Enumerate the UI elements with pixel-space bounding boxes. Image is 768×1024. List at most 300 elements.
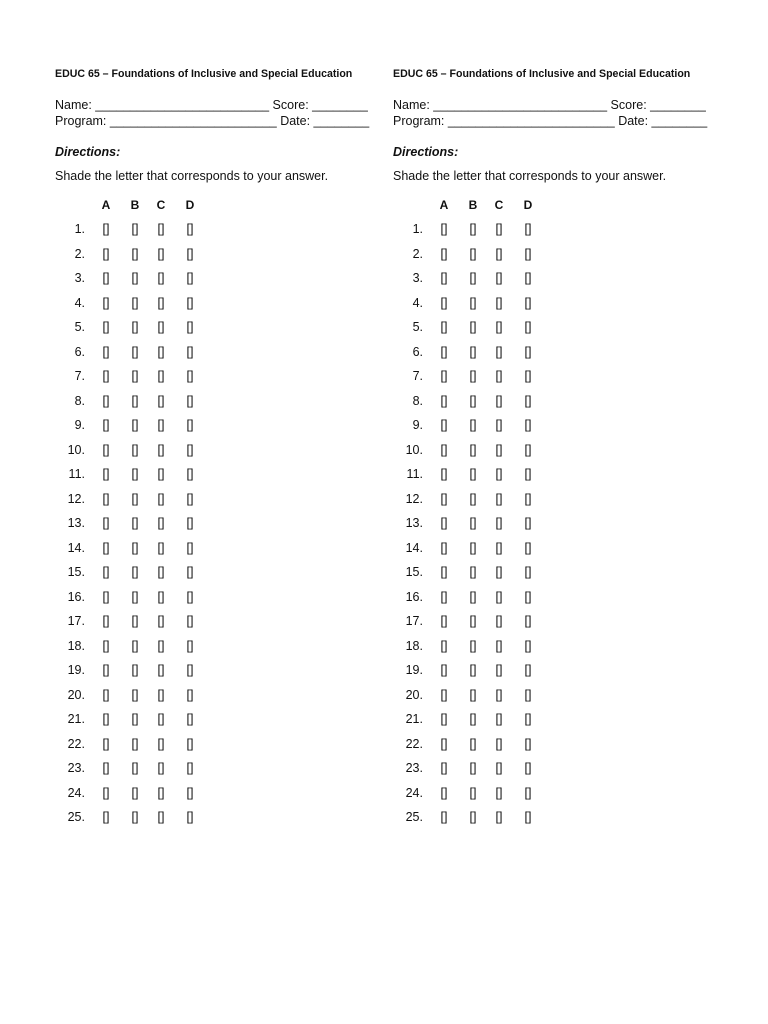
question-row — [393, 369, 653, 385]
answer-bubble-a[interactable]: [] — [440, 540, 448, 555]
answer-bubble-c[interactable]: [] — [157, 418, 165, 432]
answer-bubble-d[interactable]: [] — [524, 344, 532, 359]
answer-bubble-b[interactable]: [] — [131, 663, 139, 677]
answer-bubble-b[interactable]: [] — [131, 344, 139, 359]
answer-bubble-d[interactable]: [] — [524, 565, 532, 579]
answer-bubble-c[interactable]: [] — [495, 785, 503, 800]
answer-bubble-a[interactable]: [] — [102, 442, 110, 457]
answer-bubble-d[interactable]: [] — [186, 736, 194, 751]
question-number: 5. — [74, 320, 85, 334]
answer-bubble-b[interactable]: [] — [131, 687, 139, 702]
answer-bubble-d[interactable]: [] — [186, 712, 194, 726]
answer-bubble-a[interactable]: [] — [440, 663, 448, 677]
instruction-text: Shade the letter that corresponds to your answer. — [393, 169, 667, 183]
answer-bubble-d[interactable]: [] — [524, 271, 532, 285]
answer-bubble-c[interactable]: [] — [157, 736, 165, 751]
question-number: 23. — [67, 761, 85, 775]
question-number: 15. — [67, 565, 85, 579]
question-number: 10. — [405, 442, 423, 457]
answer-bubble-a[interactable]: [] — [440, 565, 448, 579]
answer-bubble-a[interactable]: [] — [440, 810, 448, 824]
question-number: 16. — [405, 589, 423, 604]
answer-bubble-a[interactable]: [] — [102, 540, 110, 555]
question-number: 9. — [74, 418, 85, 432]
answer-bubble-c[interactable]: [] — [495, 369, 503, 383]
question-row — [55, 296, 315, 312]
question-number: 10. — [67, 442, 85, 457]
answer-bubble-c[interactable]: [] — [157, 295, 165, 310]
answer-bubble-d[interactable]: [] — [524, 540, 532, 555]
question-number: 19. — [67, 663, 85, 677]
student-fields — [55, 97, 385, 129]
answer-bubble-a[interactable]: [] — [102, 565, 110, 579]
question-number: 3. — [74, 271, 85, 285]
answer-bubble-d[interactable]: [] — [186, 320, 194, 334]
answer-bubble-b[interactable]: [] — [131, 712, 139, 726]
answer-bubble-b[interactable]: [] — [131, 393, 139, 408]
answer-bubble-b[interactable]: [] — [131, 761, 139, 775]
answer-bubble-d[interactable]: [] — [524, 295, 532, 310]
question-number: 11. — [406, 467, 423, 481]
question-number: 21. — [67, 712, 85, 726]
question-row — [55, 786, 315, 802]
answer-bubble-a[interactable]: [] — [440, 761, 448, 775]
answer-bubble-c[interactable]: [] — [495, 222, 503, 236]
question-row — [55, 320, 315, 336]
question-row — [393, 712, 653, 728]
answer-bubble-c[interactable]: [] — [157, 442, 165, 457]
answer-bubble-d[interactable]: [] — [524, 467, 532, 481]
question-row — [393, 541, 653, 557]
question-row — [55, 565, 315, 581]
answer-bubble-d[interactable]: [] — [186, 393, 194, 408]
answer-bubble-d[interactable]: [] — [186, 785, 194, 800]
answer-bubble-c[interactable]: [] — [157, 638, 165, 653]
answer-bubble-c[interactable]: [] — [495, 344, 503, 359]
answer-bubble-a[interactable]: [] — [102, 589, 110, 604]
question-row — [393, 639, 653, 655]
answer-bubble-a[interactable]: [] — [102, 614, 110, 628]
answer-bubble-b[interactable]: [] — [131, 614, 139, 628]
answer-bubble-a[interactable]: [] — [102, 736, 110, 751]
answer-bubble-c[interactable]: [] — [157, 785, 165, 800]
question-row — [55, 810, 315, 826]
answer-bubble-d[interactable]: [] — [186, 222, 194, 236]
answer-bubble-b[interactable]: [] — [469, 467, 477, 481]
question-number: 19. — [405, 663, 423, 677]
question-number: 6. — [74, 344, 85, 359]
answer-bubble-d[interactable]: [] — [186, 271, 194, 285]
answer-bubble-c[interactable]: [] — [495, 393, 503, 408]
answer-bubble-c[interactable]: [] — [157, 344, 165, 359]
answer-bubble-b[interactable]: [] — [469, 369, 477, 383]
answer-bubble-d[interactable]: [] — [186, 491, 194, 506]
question-row — [393, 688, 653, 704]
answer-bubble-c[interactable]: [] — [495, 295, 503, 310]
question-row — [393, 345, 653, 361]
answer-bubble-b[interactable]: [] — [131, 785, 139, 800]
question-row — [393, 492, 653, 508]
answer-bubble-b[interactable]: [] — [469, 663, 477, 677]
question-number: 17. — [405, 614, 423, 628]
question-row — [55, 590, 315, 606]
answer-bubble-d[interactable]: [] — [524, 785, 532, 800]
answer-bubble-a[interactable]: [] — [102, 761, 110, 775]
answer-bubble-b[interactable]: [] — [469, 516, 477, 530]
answer-bubble-a[interactable]: [] — [102, 785, 110, 800]
answer-bubble-a[interactable]: [] — [440, 736, 448, 751]
answer-bubble-a[interactable]: [] — [440, 222, 448, 236]
question-number: 2. — [74, 246, 85, 261]
question-number: 8. — [412, 393, 423, 408]
answer-bubble-b[interactable]: [] — [469, 540, 477, 555]
question-number: 4. — [74, 295, 85, 310]
question-row — [393, 320, 653, 336]
answer-bubble-d[interactable]: [] — [186, 467, 194, 481]
answer-bubble-b[interactable]: [] — [469, 222, 477, 236]
answer-bubble-d[interactable]: [] — [186, 761, 194, 775]
question-row — [393, 467, 653, 483]
answer-bubble-d[interactable]: [] — [186, 246, 194, 261]
program-date-line[interactable]: Program: ________________________ Date: ________ — [55, 114, 370, 128]
answer-bubble-b[interactable]: [] — [131, 418, 139, 432]
answer-bubble-a[interactable]: [] — [440, 418, 448, 432]
answer-bubble-c[interactable]: [] — [157, 565, 165, 579]
answer-bubble-b[interactable]: [] — [469, 271, 477, 285]
answer-bubble-d[interactable]: [] — [186, 516, 194, 530]
answer-bubble-c[interactable]: [] — [495, 736, 503, 751]
answer-bubble-b[interactable]: [] — [469, 418, 477, 432]
answer-bubble-c[interactable]: [] — [157, 393, 165, 408]
answer-bubble-a[interactable]: [] — [102, 687, 110, 702]
question-number: 8. — [74, 393, 85, 408]
answer-bubble-b[interactable]: [] — [469, 810, 477, 824]
answer-bubble-b[interactable]: [] — [131, 222, 139, 236]
answer-bubble-b[interactable]: [] — [131, 320, 139, 334]
answer-bubble-c[interactable]: [] — [495, 810, 503, 824]
answer-bubble-a[interactable]: [] — [440, 442, 448, 457]
answer-bubble-c[interactable]: [] — [495, 712, 503, 726]
question-row — [393, 443, 653, 459]
question-row — [393, 663, 653, 679]
question-row — [55, 614, 315, 630]
question-number: 20. — [405, 687, 423, 702]
answer-bubble-a[interactable]: [] — [102, 516, 110, 530]
answer-bubble-b[interactable]: [] — [469, 761, 477, 775]
question-number: 25. — [67, 810, 85, 824]
answer-bubble-c[interactable]: [] — [157, 589, 165, 604]
answer-bubble-c[interactable]: [] — [495, 271, 503, 285]
answer-bubble-d[interactable]: [] — [524, 761, 532, 775]
answer-bubble-c[interactable]: [] — [495, 246, 503, 261]
question-row — [55, 663, 315, 679]
answer-bubble-c[interactable]: [] — [495, 491, 503, 506]
answer-bubble-a[interactable]: [] — [440, 320, 448, 334]
answer-bubble-a[interactable]: [] — [102, 810, 110, 824]
question-number: 13. — [67, 516, 85, 530]
directions-label: Directions: — [55, 145, 121, 159]
question-row — [393, 247, 653, 263]
question-number: 22. — [405, 736, 423, 751]
answer-bubble-a[interactable]: [] — [102, 320, 110, 334]
question-row — [55, 737, 315, 753]
answer-bubble-d[interactable]: [] — [186, 418, 194, 432]
answer-bubble-a[interactable]: [] — [102, 467, 110, 481]
question-row — [393, 590, 653, 606]
question-number: 15. — [405, 565, 423, 579]
course-title: EDUC 65 – Foundations of Inclusive and Special Education — [393, 68, 691, 80]
answer-bubble-d[interactable]: [] — [524, 418, 532, 432]
question-number: 20. — [67, 687, 85, 702]
answer-bubble-c[interactable]: [] — [157, 369, 165, 383]
answer-bubble-b[interactable]: [] — [131, 638, 139, 653]
answer-bubble-b[interactable]: [] — [131, 271, 139, 285]
question-number: 17. — [67, 614, 85, 628]
answer-bubble-c[interactable]: [] — [495, 540, 503, 555]
answer-bubble-d[interactable]: [] — [186, 810, 194, 824]
question-row — [393, 761, 653, 777]
directions-label: Directions: — [393, 145, 459, 159]
answer-bubble-b[interactable]: [] — [131, 516, 139, 530]
answer-bubble-a[interactable]: [] — [440, 246, 448, 261]
answer-bubble-a[interactable]: [] — [102, 369, 110, 383]
answer-bubble-d[interactable]: [] — [524, 589, 532, 604]
answer-bubble-d[interactable]: [] — [524, 320, 532, 334]
question-row — [393, 296, 653, 312]
question-number: 14. — [67, 540, 85, 555]
answer-bubble-c[interactable]: [] — [495, 442, 503, 457]
answer-bubble-c[interactable]: [] — [495, 761, 503, 775]
answer-bubble-d[interactable]: [] — [524, 516, 532, 530]
answer-bubble-a[interactable]: [] — [440, 344, 448, 359]
answer-bubble-b[interactable]: [] — [469, 442, 477, 457]
question-row — [393, 614, 653, 630]
answer-bubble-c[interactable]: [] — [157, 491, 165, 506]
question-number: 7. — [412, 369, 423, 383]
answer-bubble-d[interactable]: [] — [524, 663, 532, 677]
question-number: 22. — [67, 736, 85, 751]
name-score-line[interactable]: Name: _________________________ Score: ________ — [55, 98, 368, 112]
answer-bubble-a[interactable]: [] — [440, 687, 448, 702]
answer-bubble-a[interactable]: [] — [440, 712, 448, 726]
answer-bubble-d[interactable]: [] — [524, 614, 532, 628]
question-row — [55, 516, 315, 532]
option-header-c: C — [494, 198, 504, 212]
answer-bubble-a[interactable]: [] — [440, 589, 448, 604]
answer-bubble-b[interactable]: [] — [131, 736, 139, 751]
answer-bubble-d[interactable]: [] — [186, 442, 194, 457]
answer-bubble-d[interactable]: [] — [186, 638, 194, 653]
answer-bubble-d[interactable]: [] — [186, 344, 194, 359]
question-row — [55, 712, 315, 728]
answer-bubble-b[interactable]: [] — [131, 491, 139, 506]
option-header-a: A — [439, 198, 449, 212]
answer-bubble-c[interactable]: [] — [157, 761, 165, 775]
answer-grid — [55, 198, 385, 838]
answer-bubble-c[interactable]: [] — [157, 663, 165, 677]
answer-bubble-b[interactable]: [] — [131, 810, 139, 824]
question-row — [393, 418, 653, 434]
answer-bubble-c[interactable]: [] — [157, 687, 165, 702]
answer-bubble-c[interactable]: [] — [157, 271, 165, 285]
answer-bubble-b[interactable]: [] — [469, 491, 477, 506]
answer-bubble-d[interactable]: [] — [186, 687, 194, 702]
answer-bubble-a[interactable]: [] — [440, 393, 448, 408]
answer-bubble-c[interactable]: [] — [495, 589, 503, 604]
answer-bubble-a[interactable]: [] — [440, 491, 448, 506]
answer-bubble-a[interactable]: [] — [440, 467, 448, 481]
answer-bubble-b[interactable]: [] — [469, 589, 477, 604]
course-title: EDUC 65 – Foundations of Inclusive and Special Education — [55, 68, 353, 80]
answer-bubble-a[interactable]: [] — [102, 393, 110, 408]
answer-bubble-d[interactable]: [] — [186, 589, 194, 604]
answer-bubble-a[interactable]: [] — [102, 222, 110, 236]
answer-bubble-a[interactable]: [] — [440, 614, 448, 628]
question-row — [393, 737, 653, 753]
answer-bubble-b[interactable]: [] — [469, 614, 477, 628]
name-score-line[interactable]: Name: _________________________ Score: ________ — [393, 98, 706, 112]
answer-bubble-d[interactable]: [] — [524, 712, 532, 726]
answer-bubble-c[interactable]: [] — [157, 540, 165, 555]
option-header-a: A — [101, 198, 111, 212]
answer-bubble-a[interactable]: [] — [440, 271, 448, 285]
answer-bubble-b[interactable]: [] — [469, 565, 477, 579]
answer-bubble-c[interactable]: [] — [157, 614, 165, 628]
answer-bubble-b[interactable]: [] — [131, 369, 139, 383]
answer-bubble-b[interactable]: [] — [469, 320, 477, 334]
question-row — [55, 394, 315, 410]
answer-bubble-b[interactable]: [] — [469, 246, 477, 261]
answer-bubble-d[interactable]: [] — [524, 222, 532, 236]
answer-bubble-c[interactable]: [] — [157, 810, 165, 824]
answer-bubble-c[interactable]: [] — [495, 467, 503, 481]
question-number: 5. — [412, 320, 423, 334]
answer-bubble-d[interactable]: [] — [524, 810, 532, 824]
answer-bubble-d[interactable]: [] — [186, 565, 194, 579]
option-header-b: B — [130, 198, 140, 212]
answer-bubble-c[interactable]: [] — [157, 712, 165, 726]
answer-bubble-a[interactable]: [] — [102, 491, 110, 506]
answer-bubble-a[interactable]: [] — [102, 295, 110, 310]
answer-bubble-d[interactable]: [] — [186, 369, 194, 383]
student-fields — [393, 97, 723, 129]
question-row — [393, 786, 653, 802]
question-number: 23. — [405, 761, 423, 775]
answer-bubble-b[interactable]: [] — [131, 442, 139, 457]
answer-bubble-b[interactable]: [] — [469, 393, 477, 408]
answer-bubble-b[interactable]: [] — [131, 540, 139, 555]
answer-bubble-c[interactable]: [] — [157, 516, 165, 530]
answer-bubble-a[interactable]: [] — [440, 369, 448, 383]
option-header-d: D — [523, 198, 533, 212]
answer-bubble-b[interactable]: [] — [469, 736, 477, 751]
question-number: 12. — [405, 491, 423, 506]
answer-bubble-d[interactable]: [] — [186, 663, 194, 677]
answer-bubble-b[interactable]: [] — [131, 467, 139, 481]
answer-bubble-a[interactable]: [] — [102, 246, 110, 261]
option-header-c: C — [156, 198, 166, 212]
answer-bubble-d[interactable]: [] — [186, 614, 194, 628]
answer-bubble-d[interactable]: [] — [524, 369, 532, 383]
program-date-line[interactable]: Program: ________________________ Date: ________ — [393, 114, 708, 128]
answer-bubble-c[interactable]: [] — [495, 663, 503, 677]
question-row — [393, 516, 653, 532]
answer-bubble-a[interactable]: [] — [102, 271, 110, 285]
answer-bubble-b[interactable]: [] — [131, 295, 139, 310]
answer-bubble-d[interactable]: [] — [524, 246, 532, 261]
question-number: 1. — [74, 222, 85, 236]
answer-bubble-d[interactable]: [] — [524, 442, 532, 457]
question-row — [393, 394, 653, 410]
answer-bubble-d[interactable]: [] — [524, 393, 532, 408]
answer-bubble-a[interactable]: [] — [440, 638, 448, 653]
answer-bubble-a[interactable]: [] — [102, 418, 110, 432]
answer-bubble-d[interactable]: [] — [524, 687, 532, 702]
question-number: 3. — [412, 271, 423, 285]
question-number: 2. — [412, 246, 423, 261]
answer-bubble-c[interactable]: [] — [495, 418, 503, 432]
question-row — [55, 222, 315, 238]
answer-bubble-b[interactable]: [] — [131, 565, 139, 579]
answer-bubble-d[interactable]: [] — [524, 736, 532, 751]
answer-bubble-a[interactable]: [] — [440, 785, 448, 800]
answer-bubble-a[interactable]: [] — [102, 663, 110, 677]
answer-bubble-b[interactable]: [] — [469, 638, 477, 653]
answer-bubble-c[interactable]: [] — [157, 320, 165, 334]
answer-bubble-c[interactable]: [] — [495, 638, 503, 653]
answer-bubble-c[interactable]: [] — [157, 246, 165, 261]
answer-sheet-left — [55, 68, 385, 838]
question-number: 18. — [405, 638, 423, 653]
answer-bubble-b[interactable]: [] — [469, 785, 477, 800]
question-number: 14. — [405, 540, 423, 555]
answer-bubble-d[interactable]: [] — [186, 540, 194, 555]
question-row — [393, 810, 653, 826]
answer-bubble-d[interactable]: [] — [186, 295, 194, 310]
question-row — [55, 541, 315, 557]
answer-bubble-b[interactable]: [] — [469, 295, 477, 310]
answer-bubble-a[interactable]: [] — [102, 712, 110, 726]
answer-bubble-b[interactable]: [] — [469, 712, 477, 726]
question-number: 4. — [412, 295, 423, 310]
question-row — [393, 271, 653, 287]
answer-bubble-b[interactable]: [] — [131, 246, 139, 261]
answer-bubble-a[interactable]: [] — [102, 638, 110, 653]
answer-bubble-c[interactable]: [] — [157, 467, 165, 481]
question-row — [55, 492, 315, 508]
question-number: 6. — [412, 344, 423, 359]
answer-bubble-b[interactable]: [] — [469, 344, 477, 359]
answer-bubble-a[interactable]: [] — [440, 516, 448, 530]
option-header-d: D — [185, 198, 195, 212]
answer-bubble-c[interactable]: [] — [495, 516, 503, 530]
answer-bubble-c[interactable]: [] — [495, 565, 503, 579]
answer-bubble-c[interactable]: [] — [495, 687, 503, 702]
option-header-b: B — [468, 198, 478, 212]
answer-bubble-a[interactable]: [] — [102, 344, 110, 359]
answer-bubble-d[interactable]: [] — [524, 638, 532, 653]
question-row — [393, 222, 653, 238]
answer-bubble-b[interactable]: [] — [469, 687, 477, 702]
answer-bubble-d[interactable]: [] — [524, 491, 532, 506]
answer-bubble-a[interactable]: [] — [440, 295, 448, 310]
answer-bubble-c[interactable]: [] — [157, 222, 165, 236]
answer-bubble-c[interactable]: [] — [495, 614, 503, 628]
answer-bubble-b[interactable]: [] — [131, 589, 139, 604]
question-number: 1. — [412, 222, 423, 236]
question-number: 21. — [405, 712, 423, 726]
answer-bubble-c[interactable]: [] — [495, 320, 503, 334]
